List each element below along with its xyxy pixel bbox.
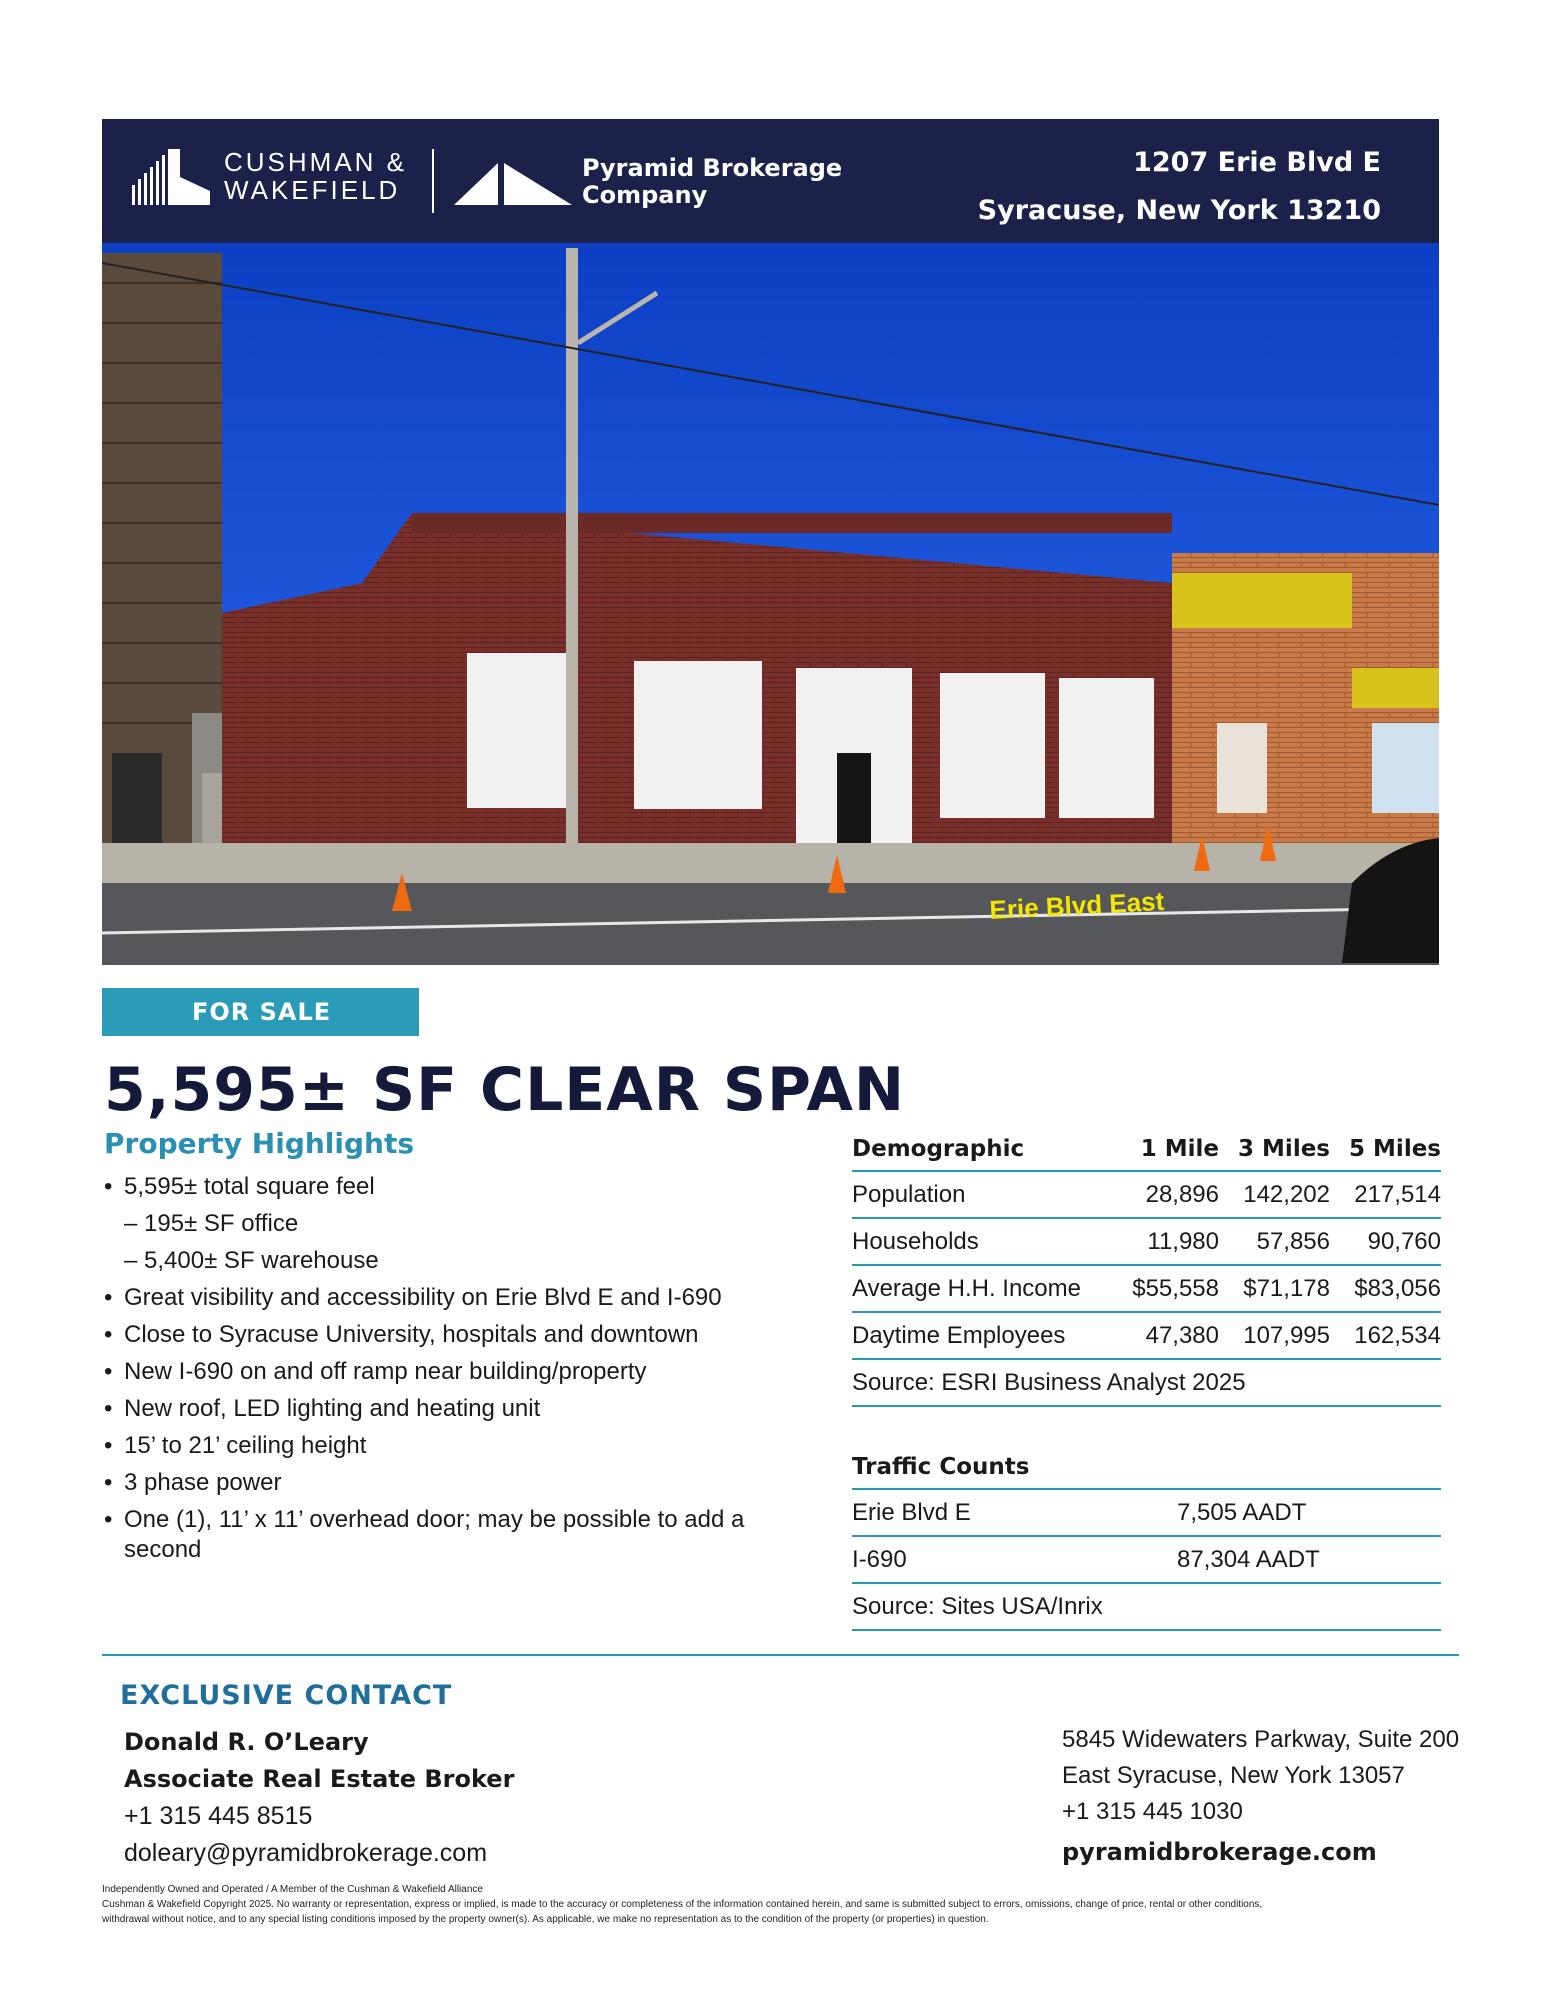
table-cell: 90,760 xyxy=(1367,1227,1441,1255)
pyramid-logo-line2: Company xyxy=(582,181,708,209)
website-link[interactable]: pyramidbrokerage.com xyxy=(1062,1838,1377,1866)
contact-title: EXCLUSIVE CONTACT xyxy=(120,1680,453,1711)
list-item: • New I-690 on and off ramp near building/property xyxy=(104,1358,647,1385)
office-address-line1: 5845 Widewaters Parkway, Suite 200 xyxy=(1062,1726,1460,1753)
pyramid-logo-line1: Pyramid Brokerage xyxy=(582,154,843,182)
section-divider xyxy=(102,1654,1459,1656)
demographics-table xyxy=(852,1130,1441,1407)
property-photo xyxy=(102,243,1439,965)
table-header xyxy=(852,1448,1441,1490)
contact-phone: +1 315 445 8515 xyxy=(124,1802,313,1830)
table-cell: 47,380 xyxy=(1145,1321,1219,1349)
table-cell: 162,534 xyxy=(1354,1321,1441,1349)
list-item: • One (1), 11’ x 11’ overhead door; may be possible to add a xyxy=(104,1506,745,1533)
footer-line1: Independently Owned and Operated / A Member of the Cushman & Wakefield Alliance xyxy=(102,1884,483,1895)
list-item: • 15’ to 21’ ceiling height xyxy=(104,1432,367,1459)
header-bar xyxy=(102,119,1439,243)
office-phone: +1 315 445 1030 xyxy=(1062,1798,1243,1825)
page-title: 5,595± SF CLEAR SPAN xyxy=(104,1055,906,1125)
column-header: 3 Miles xyxy=(1238,1136,1330,1162)
footer-line3: withdrawal without notice, and to any special listing conditions imposed by the property owner(s). As applicable, we make no representation as to the condition of the property (or properties) in question. xyxy=(102,1914,989,1925)
table-cell: 142,202 xyxy=(1243,1180,1330,1208)
table-cell: $83,056 xyxy=(1354,1274,1441,1302)
office-address-line2: East Syracuse, New York 13057 xyxy=(1062,1762,1405,1789)
table-cell: 28,896 xyxy=(1145,1180,1219,1208)
contact-role: Associate Real Estate Broker xyxy=(124,1765,515,1793)
office-info xyxy=(1062,1722,1459,1870)
list-item: • 3 phase power xyxy=(104,1469,282,1496)
list-item: • New roof, LED lighting and heating unit xyxy=(104,1395,541,1422)
table-row xyxy=(852,1360,1441,1407)
address-line2: Syracuse, New York 13210 xyxy=(977,195,1381,226)
column-header: 1 Mile xyxy=(1140,1136,1219,1162)
contact-email[interactable]: doleary@pyramidbrokerage.com xyxy=(124,1839,488,1867)
table-cell: Average H.H. Income xyxy=(852,1274,1081,1302)
list-item: – 195± SF office xyxy=(124,1210,299,1237)
footer-disclaimer xyxy=(102,1882,1442,1927)
traffic-table xyxy=(852,1448,1441,1631)
highlights-title: Property Highlights xyxy=(104,1127,415,1160)
table-cell: $55,558 xyxy=(1132,1274,1219,1302)
table-cell: 57,856 xyxy=(1256,1227,1330,1255)
for-sale-badge: FOR SALE xyxy=(102,988,419,1036)
table-cell: 11,980 xyxy=(1147,1227,1219,1255)
list-item: • Close to Syracuse University, hospitals and downtown xyxy=(104,1321,699,1348)
table-header xyxy=(852,1130,1441,1172)
table-row xyxy=(852,1172,1441,1219)
contact-name: Donald R. O’Leary xyxy=(124,1728,369,1756)
table-cell: Erie Blvd E xyxy=(852,1498,971,1526)
table-row xyxy=(852,1266,1441,1313)
table-cell: 7,505 AADT xyxy=(1177,1498,1307,1526)
source-note: Source: ESRI Business Analyst 2025 xyxy=(852,1368,1246,1396)
property-address xyxy=(978,139,1381,235)
table-row xyxy=(852,1584,1441,1631)
table-cell: Daytime Employees xyxy=(852,1321,1066,1349)
list-item: – 5,400± SF warehouse xyxy=(124,1247,379,1274)
logo-divider xyxy=(432,149,434,213)
street-label: Erie Blvd East xyxy=(988,885,1165,925)
pyramid-logo-icon xyxy=(454,159,572,205)
cw-logo-line1: CUSHMAN & xyxy=(224,147,408,177)
list-item: • Great visibility and accessibility on Erie Blvd E and I-690 xyxy=(104,1284,722,1311)
cushman-wakefield-logo xyxy=(132,147,407,205)
table-row xyxy=(852,1490,1441,1537)
address-line1: 1207 Erie Blvd E xyxy=(1133,147,1381,178)
column-header: Demographic xyxy=(852,1136,1025,1162)
column-header: 5 Miles xyxy=(1349,1136,1441,1162)
table-cell: $71,178 xyxy=(1243,1274,1330,1302)
table-cell: 107,995 xyxy=(1243,1321,1330,1349)
list-item: • 5,595± total square feel xyxy=(104,1173,375,1200)
table-row xyxy=(852,1313,1441,1360)
contact-info xyxy=(124,1724,514,1872)
table-cell: 87,304 AADT xyxy=(1177,1545,1320,1573)
property-photo-illustration xyxy=(102,243,1439,965)
table-row xyxy=(852,1219,1441,1266)
pyramid-brokerage-logo xyxy=(454,155,842,209)
table-cell: Population xyxy=(852,1180,966,1208)
table-cell: 217,514 xyxy=(1354,1180,1441,1208)
table-row xyxy=(852,1537,1441,1584)
source-note: Source: Sites USA/Inrix xyxy=(852,1592,1103,1620)
cw-logo-line2: WAKEFIELD xyxy=(224,175,401,205)
cushman-wakefield-logo-icon xyxy=(132,147,210,205)
highlights-list xyxy=(104,1168,784,1565)
traffic-title: Traffic Counts xyxy=(852,1454,1030,1480)
list-item: second xyxy=(124,1536,202,1563)
table-cell: I-690 xyxy=(852,1545,907,1573)
footer-line2: Cushman & Wakefield Copyright 2025. No warranty or representation, express or implied, is made to the accuracy or completeness of the information contained herein, and same is submitted subject to errors, omissions, change of price, rental or other conditions, xyxy=(102,1899,1263,1910)
table-cell: Households xyxy=(852,1227,979,1255)
